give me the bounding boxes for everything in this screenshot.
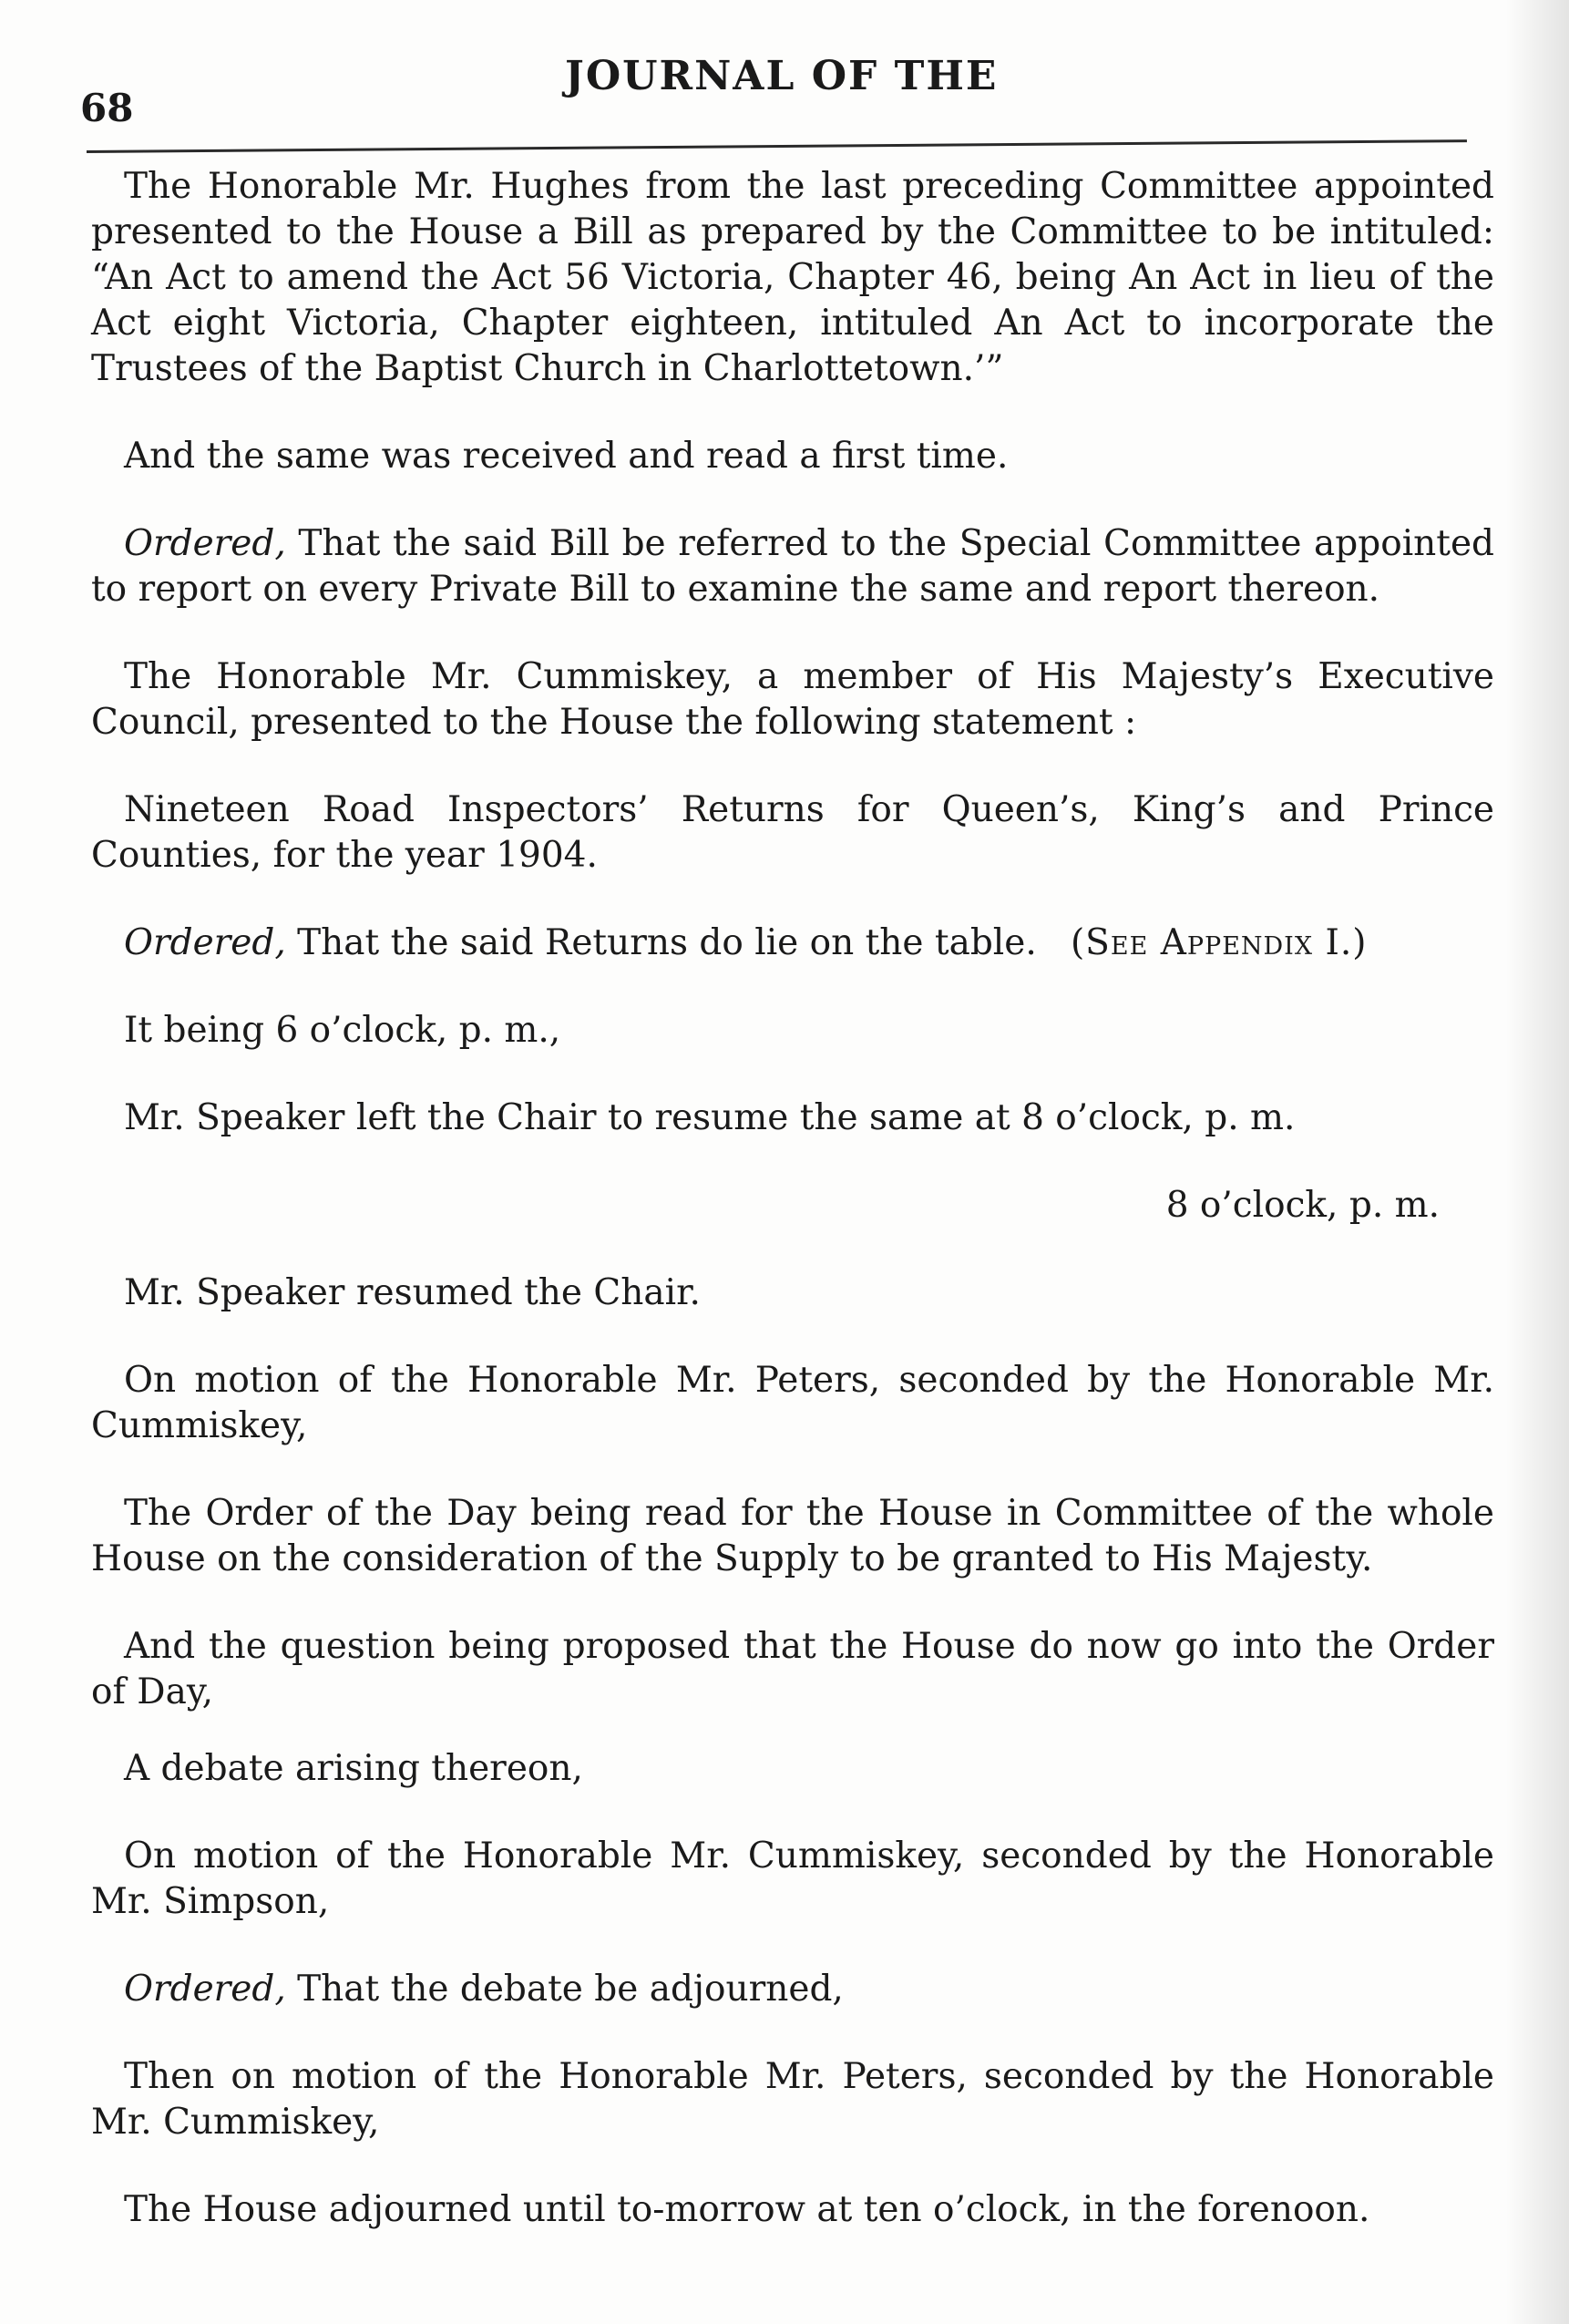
paragraph-question-proposed: And the question being proposed that the House do now go into the Order of Day,: [91, 1626, 1494, 1712]
page-number: 68: [80, 86, 134, 130]
paragraph-bill-referred: [91, 521, 1494, 612]
paragraph-motion-cummiskey: On motion of the Honorable Mr. Cummiskey, seconded by the Honorable Mr. Simpson,: [91, 1836, 1494, 1922]
header-rule: [87, 139, 1467, 153]
paragraph-road-returns: Nineteen Road Inspectors’ Returns for Queen’s, King’s and Prince Counties, for the year 1904.: [91, 789, 1494, 876]
journal-body: [91, 164, 1494, 2233]
paragraph-debate-adjourned: [91, 1967, 1494, 2012]
paragraph-speaker-resumed: Mr. Speaker resumed the Chair.: [124, 1272, 701, 1313]
paragraph-speaker-left: Mr. Speaker left the Chair to resume the same at 8 o’clock, p. m.: [124, 1097, 1296, 1138]
paragraph-motion-adjourn: Then on motion of the Honorable Mr. Peters, seconded by the Honorable Mr. Cummiskey,: [91, 2056, 1494, 2143]
ordered-label: Ordered,: [124, 1969, 286, 2010]
paragraph-returns-table: [91, 920, 1494, 966]
ordered-text: That the said Bill be referred to the Special Committee appointed to report on every Private Bill to examine the same and report thereon.: [91, 523, 1494, 610]
appendix-reference: (See Appendix I.): [1070, 922, 1368, 963]
ordered-text: That the debate be adjourned,: [285, 1969, 844, 2010]
eight-oclock-time: 8 o’clock, p. m.: [1165, 1185, 1440, 1226]
ordered-label: Ordered,: [124, 922, 286, 963]
paragraph-order-of-day: The Order of the Day being read for the House in Committee of the whole House on the consideration of the Supply to be granted to His Majesty.: [91, 1493, 1494, 1579]
paragraph-debate-arising: A debate arising thereon,: [124, 1748, 583, 1789]
paragraph-motion-peters: On motion of the Honorable Mr. Peters, seconded by the Honorable Mr. Cummiskey,: [91, 1360, 1494, 1446]
paragraph-six-oclock: It being 6 o’clock, p. m.,: [124, 1010, 561, 1051]
paragraph-house-adjourned: The House adjourned until to-morrow at ten o’clock, in the forenoon.: [124, 2189, 1370, 2230]
ordered-label: Ordered,: [124, 523, 286, 564]
paragraph-bill-presented: The Honorable Mr. Hughes from the last preceding Committee appointed presented to the House a Bill as prepared by the Committee to be intituled: “An Act to amend the Act 56 Victoria, Chapter 46, being An Act in lieu of the Act eight Victoria, Chapter eighteen, intituled An Act to incorporate the Trustees of the Baptist Church in Charlottetown.’”: [91, 166, 1494, 389]
paragraph-statement-presented: The Honorable Mr. Cummiskey, a member of His Majesty’s Executive Council, presented to the House the following statement :: [91, 656, 1494, 743]
running-head: JOURNAL OF THE: [565, 53, 999, 99]
page-edge-shadow: [1505, 0, 1569, 2324]
paragraph-first-reading: And the same was received and read a first time.: [124, 436, 1009, 477]
ordered-text: That the said Returns do lie on the table.: [285, 922, 1037, 963]
